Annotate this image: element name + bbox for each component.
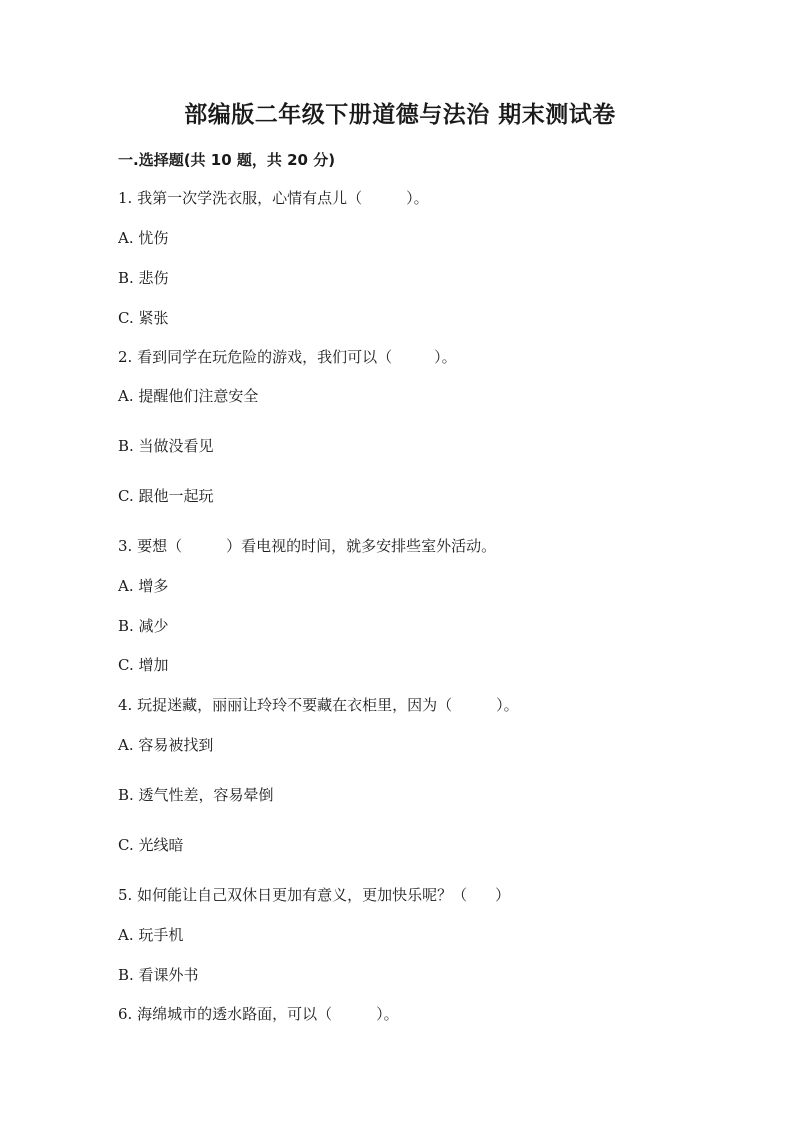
question-2-stem: [118, 347, 457, 367]
section-heading: 一.选择题(共 10 题，共 20 分): [118, 151, 336, 169]
question-stem-text: ）。: [376, 1005, 399, 1023]
question-6-stem: [118, 1004, 399, 1024]
question-4-option-b: B. 透气性差，容易晕倒: [118, 786, 274, 804]
question-stem-text: ）看电视的时间，就多安排些室外活动。: [226, 537, 497, 555]
question-stem-text: ）。: [496, 696, 519, 714]
question-1-option-c: C. 紧张: [118, 309, 169, 327]
question-stem-text: ）。: [406, 189, 429, 207]
question-stem-text: ）。: [434, 348, 457, 366]
question-4-option-a: A. 容易被找到: [118, 736, 214, 754]
question-3-option-a: A. 增多: [118, 577, 169, 595]
question-4-option-c: C. 光线暗: [118, 836, 184, 854]
question-5-option-b: B. 看课外书: [118, 966, 199, 984]
page-title: 部编版二年级下册道德与法治 期末测试卷: [184, 102, 616, 128]
question-stem-text: 1. 我第一次学洗衣服，心情有点儿（: [118, 189, 363, 207]
question-stem-text: 6. 海绵城市的透水路面，可以（: [118, 1005, 333, 1023]
question-stem-text: ）: [495, 886, 511, 904]
question-stem-text: 4. 玩捉迷藏，丽丽让玲玲不要藏在衣柜里，因为（: [118, 696, 453, 714]
question-3-option-b: B. 减少: [118, 617, 169, 635]
question-5-stem: [118, 885, 510, 905]
question-3-stem: [118, 536, 496, 556]
question-2-option-b: B. 当做没看见: [118, 437, 214, 455]
question-5-option-a: A. 玩手机: [118, 926, 184, 944]
question-1-option-a: A. 忧伤: [118, 229, 169, 247]
question-2-option-a: A. 提醒他们注意安全: [118, 387, 259, 405]
question-1-option-b: B. 悲伤: [118, 269, 169, 287]
question-stem-text: 3. 要想（: [118, 537, 183, 555]
question-stem-text: 2. 看到同学在玩危险的游戏，我们可以（: [118, 348, 393, 366]
question-4-stem: [118, 695, 519, 715]
question-2-option-c: C. 跟他一起玩: [118, 487, 214, 505]
question-3-option-c: C. 增加: [118, 656, 169, 674]
question-stem-text: 5. 如何能让自己双休日更加有意义，更加快乐呢？（: [118, 886, 468, 904]
question-1-stem: [118, 188, 429, 208]
